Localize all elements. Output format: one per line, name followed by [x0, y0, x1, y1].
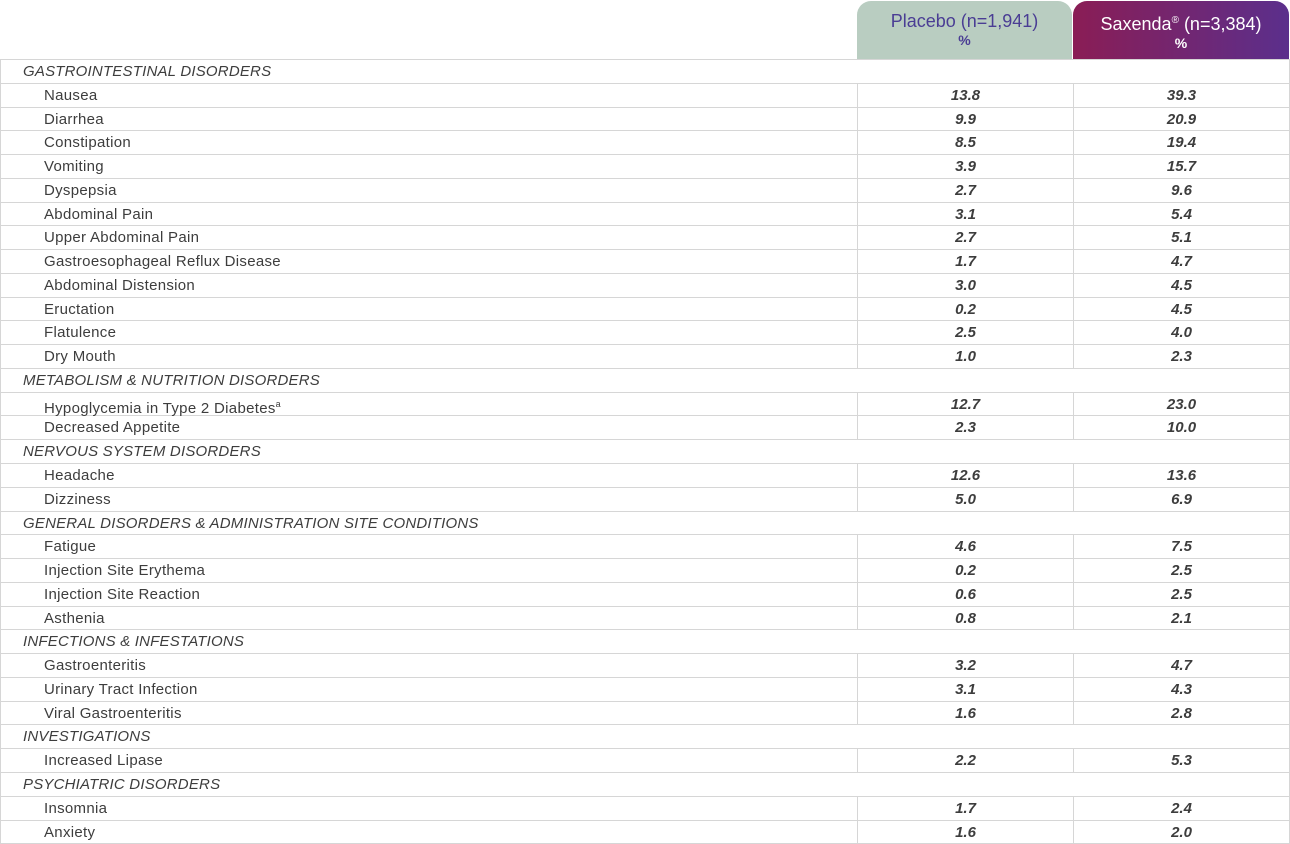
placebo-value: 13.8	[857, 84, 1073, 107]
category-row	[0, 512, 1290, 536]
category-row	[0, 725, 1290, 749]
saxenda-value: 2.5	[1073, 583, 1289, 606]
reaction-label-text: Injection Site Erythema	[44, 562, 206, 580]
table-row	[0, 821, 1290, 844]
reaction-label-text: Vomiting	[44, 158, 104, 176]
saxenda-value: 2.8	[1073, 702, 1289, 725]
saxenda-value: 4.5	[1073, 298, 1289, 321]
saxenda-value: 6.9	[1073, 488, 1289, 511]
reaction-label	[44, 559, 854, 582]
saxenda-value: 2.1	[1073, 607, 1289, 630]
table-row	[0, 749, 1290, 773]
table-row	[0, 535, 1290, 559]
adverse-reactions-table	[0, 59, 1290, 844]
placebo-value: 3.0	[857, 274, 1073, 297]
table-row	[0, 559, 1290, 583]
saxenda-value: 19.4	[1073, 131, 1289, 154]
table-row	[0, 702, 1290, 726]
reaction-label-text: Eructation	[44, 300, 115, 318]
placebo-value: 2.7	[857, 179, 1073, 202]
reaction-label	[44, 416, 854, 439]
reaction-label	[44, 821, 854, 844]
reaction-label-text: Gastroenteritis	[44, 657, 147, 675]
reaction-label	[44, 155, 854, 178]
reaction-label-text: Headache	[44, 467, 115, 485]
placebo-value: 1.0	[857, 345, 1073, 368]
category-row	[0, 60, 1290, 84]
placebo-value: 1.6	[857, 821, 1073, 844]
table-row	[0, 226, 1290, 250]
saxenda-value: 4.5	[1073, 274, 1289, 297]
table-row	[0, 179, 1290, 203]
table-row	[0, 488, 1290, 512]
reaction-label-text: Decreased Appetite	[44, 419, 181, 437]
reaction-label-text: Viral Gastroenteritis	[44, 704, 182, 722]
reaction-label	[44, 749, 854, 772]
reaction-label-text: Hypoglycemia in Type 2 Diabetes	[44, 399, 276, 417]
table-row	[0, 583, 1290, 607]
table-row	[0, 108, 1290, 132]
table-row	[0, 345, 1290, 369]
category-label: NERVOUS SYSTEM DISORDERS	[23, 443, 261, 461]
placebo-value: 0.6	[857, 583, 1073, 606]
saxenda-column-header	[1073, 1, 1289, 59]
reaction-label	[44, 203, 854, 226]
reaction-label	[44, 345, 854, 368]
saxenda-value: 13.6	[1073, 464, 1289, 487]
reaction-label	[44, 179, 854, 202]
table-row	[0, 678, 1290, 702]
category-row	[0, 630, 1290, 654]
category-label: INFECTIONS & INFESTATIONS	[23, 633, 245, 651]
reaction-label	[44, 678, 854, 701]
placebo-value: 3.1	[857, 678, 1073, 701]
table-row	[0, 298, 1290, 322]
placebo-value: 3.9	[857, 155, 1073, 178]
reaction-label	[44, 654, 854, 677]
placebo-value: 5.0	[857, 488, 1073, 511]
reaction-label-text: Nausea	[44, 86, 98, 104]
table-row	[0, 84, 1290, 108]
reaction-label	[44, 583, 854, 606]
table-row	[0, 464, 1290, 488]
placebo-value: 2.3	[857, 416, 1073, 439]
placebo-column-header	[857, 1, 1072, 59]
table-row	[0, 797, 1290, 821]
reaction-label	[44, 108, 854, 131]
saxenda-header-title	[1073, 10, 1289, 35]
saxenda-value: 4.7	[1073, 654, 1289, 677]
reaction-label	[44, 84, 854, 107]
table-row	[0, 250, 1290, 274]
category-row	[0, 440, 1290, 464]
reaction-label-text: Dizziness	[44, 490, 111, 508]
table-row	[0, 321, 1290, 345]
saxenda-value: 4.7	[1073, 250, 1289, 273]
placebo-value: 2.2	[857, 749, 1073, 772]
placebo-value: 2.5	[857, 321, 1073, 344]
saxenda-value: 9.6	[1073, 179, 1289, 202]
category-label: METABOLISM & NUTRITION DISORDERS	[23, 371, 320, 389]
category-row	[0, 369, 1290, 393]
saxenda-value: 5.1	[1073, 226, 1289, 249]
reaction-label-text: Anxiety	[44, 823, 96, 841]
saxenda-value: 5.3	[1073, 749, 1289, 772]
saxenda-value: 10.0	[1073, 416, 1289, 439]
saxenda-value: 4.0	[1073, 321, 1289, 344]
category-row	[0, 773, 1290, 797]
placebo-value: 0.2	[857, 559, 1073, 582]
reaction-label-text: Fatigue	[44, 538, 97, 556]
reaction-label	[44, 488, 854, 511]
saxenda-value: 20.9	[1073, 108, 1289, 131]
table-row	[0, 607, 1290, 631]
reaction-label-text: Diarrhea	[44, 110, 104, 128]
reaction-label-text: Injection Site Reaction	[44, 585, 201, 603]
saxenda-value: 7.5	[1073, 535, 1289, 558]
table-row	[0, 131, 1290, 155]
saxenda-header-n: (n=3,384)	[1178, 14, 1262, 34]
reaction-label-text: Gastroesophageal Reflux Disease	[44, 253, 281, 271]
reaction-label	[44, 298, 854, 321]
placebo-value: 1.7	[857, 797, 1073, 820]
reaction-label-text: Insomnia	[44, 799, 108, 817]
placebo-header-unit: %	[958, 32, 971, 48]
table-row	[0, 203, 1290, 227]
reaction-label-text: Urinary Tract Infection	[44, 680, 198, 698]
placebo-value: 1.6	[857, 702, 1073, 725]
saxenda-value: 2.5	[1073, 559, 1289, 582]
category-label: PSYCHIATRIC DISORDERS	[23, 775, 221, 793]
reaction-label	[44, 797, 854, 820]
table-row	[0, 654, 1290, 678]
footnote-marker: a	[275, 398, 281, 409]
reaction-label	[44, 250, 854, 273]
reaction-label-text: Constipation	[44, 134, 131, 152]
reaction-label	[44, 321, 854, 344]
reaction-label-text: Abdominal Pain	[44, 205, 154, 223]
saxenda-value: 39.3	[1073, 84, 1289, 107]
saxenda-value: 15.7	[1073, 155, 1289, 178]
table-row	[0, 416, 1290, 440]
reaction-label	[44, 226, 854, 249]
reaction-label-text: Upper Abdominal Pain	[44, 229, 200, 247]
reaction-label-text: Dyspepsia	[44, 181, 117, 199]
category-label: GASTROINTESTINAL DISORDERS	[23, 63, 272, 80]
reaction-label	[44, 607, 854, 630]
placebo-value: 4.6	[857, 535, 1073, 558]
reaction-label	[44, 702, 854, 725]
placebo-value: 1.7	[857, 250, 1073, 273]
reaction-label	[44, 535, 854, 558]
saxenda-header-unit: %	[1174, 35, 1188, 51]
table-row	[0, 274, 1290, 298]
registered-mark: ®	[1171, 15, 1179, 26]
saxenda-value: 2.0	[1073, 821, 1289, 844]
placebo-value: 2.7	[857, 226, 1073, 249]
saxenda-value: 2.3	[1073, 345, 1289, 368]
placebo-value: 12.7	[857, 393, 1073, 416]
placebo-value: 8.5	[857, 131, 1073, 154]
placebo-value: 12.6	[857, 464, 1073, 487]
placebo-value: 3.2	[857, 654, 1073, 677]
placebo-value: 0.8	[857, 607, 1073, 630]
saxenda-value: 5.4	[1073, 203, 1289, 226]
category-label: INVESTIGATIONS	[23, 728, 151, 746]
placebo-value: 0.2	[857, 298, 1073, 321]
reaction-label-text: Increased Lipase	[44, 752, 164, 770]
placebo-value: 3.1	[857, 203, 1073, 226]
reaction-label	[44, 274, 854, 297]
reaction-label	[44, 464, 854, 487]
table-row	[0, 155, 1290, 179]
reaction-label-text: Dry Mouth	[44, 348, 116, 366]
category-label: GENERAL DISORDERS & ADMINISTRATION SITE CONDITIONS	[23, 514, 479, 532]
reaction-label-text: Asthenia	[44, 609, 105, 627]
saxenda-value: 2.4	[1073, 797, 1289, 820]
reaction-label	[44, 131, 854, 154]
table-row	[0, 393, 1290, 417]
reaction-label-text: Flatulence	[44, 324, 117, 342]
placebo-header-label: Placebo (n=1,941)	[890, 11, 1039, 31]
reaction-label-text: Abdominal Distension	[44, 276, 196, 294]
saxenda-value: 4.3	[1073, 678, 1289, 701]
saxenda-value: 23.0	[1073, 393, 1289, 416]
placebo-value: 9.9	[857, 108, 1073, 131]
saxenda-header-label: Saxenda	[1100, 14, 1172, 34]
